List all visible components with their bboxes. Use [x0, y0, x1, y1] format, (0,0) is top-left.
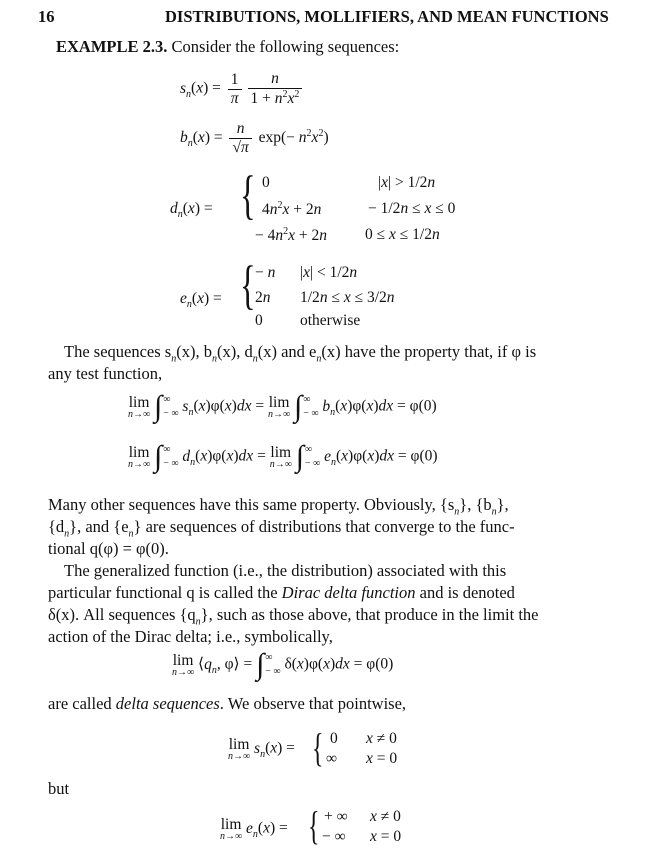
example-heading	[56, 36, 399, 58]
eq-limit-sn-pointwise: lim n→∞ $s_n(x)$ =	[228, 736, 295, 762]
para3-line2: particular functional q is called the Dirac delta function and is denoted	[48, 583, 515, 602]
eq-sn-definition: $s_n(x)$ = $\frac{1}{\pi}$ $\frac{n}{1 + n^2x^2}$	[180, 70, 305, 108]
eq-en-lhs: $e_n(x)$ =	[180, 290, 222, 311]
para1-line1: The sequences $s_n(x)$, $b_n(x)$, $d_n(x)$ and $e_n(x)$ have the property that, if φ is	[64, 342, 537, 365]
dirac-delta-term: Dirac delta function	[281, 583, 416, 602]
page-number: 16	[38, 7, 55, 26]
para3-line3: δ(x). All sequences $\{q_n\}$, such as those above, that produce in the limit the	[48, 605, 539, 628]
eq-dirac-limit: lim n→∞ $⟨q_n$, φ⟩ = ∫ ∞ − ∞ δ(x)φ(x)dx = φ(0)	[172, 648, 394, 681]
eq-limit-dn-en: lim n→∞ ∫ ∞ − ∞ $d_n(x)\varphi(x)dx$ = lim n→∞ ∫ ∞ − ∞ $e_n(x)\varphi(x)dx = \varphi(0)$	[128, 440, 438, 473]
para3-line1: The generalized function (i.e., the distribution) associated with this	[64, 561, 507, 580]
word-but: but	[48, 779, 70, 798]
para1-line2: any test function,	[48, 364, 163, 383]
para4: are called delta sequences. We observe that pointwise,	[48, 694, 407, 713]
running-title: DISTRIBUTIONS, MOLLIFIERS, AND MEAN FUNCTIONS	[165, 7, 609, 26]
example-intro: Consider the following sequences:	[171, 37, 400, 56]
eq-limit-sn-bn: lim n→∞ ∫ ∞ − ∞ $s_n(x)\varphi(x)dx$ = lim n→∞ ∫ ∞ − ∞ $b_n(x)\varphi(x)dx = \varphi(0)$	[128, 390, 437, 423]
eq-dn-lhs: $d_n(x)$ =	[170, 200, 213, 221]
en-brace: {	[240, 255, 256, 315]
para2-line2: $\{d_n\}$, and $\{e_n\}$ are sequences of distributions that converge to the func-	[48, 517, 515, 540]
eq-bn-definition: $b_n(x)$ = $\frac{n}{√\pi}$ $\exp(- n^2x^2)$	[180, 120, 329, 156]
para2-line1: Many other sequences have this same property. Obviously, $\{s_n\}$, $\{b_n\}$,	[48, 495, 509, 518]
eq-limit-en-pointwise: lim n→∞ $e_n(x)$ =	[220, 816, 288, 842]
example-label: EXAMPLE 2.3.	[56, 37, 168, 56]
delta-sequences-term: delta sequences	[115, 694, 220, 713]
para2-line3: tional q(φ) = φ(0).	[48, 539, 169, 558]
para3-line4: action of the Dirac delta; i.e., symbolically,	[48, 627, 333, 646]
dn-brace: {	[240, 165, 256, 225]
